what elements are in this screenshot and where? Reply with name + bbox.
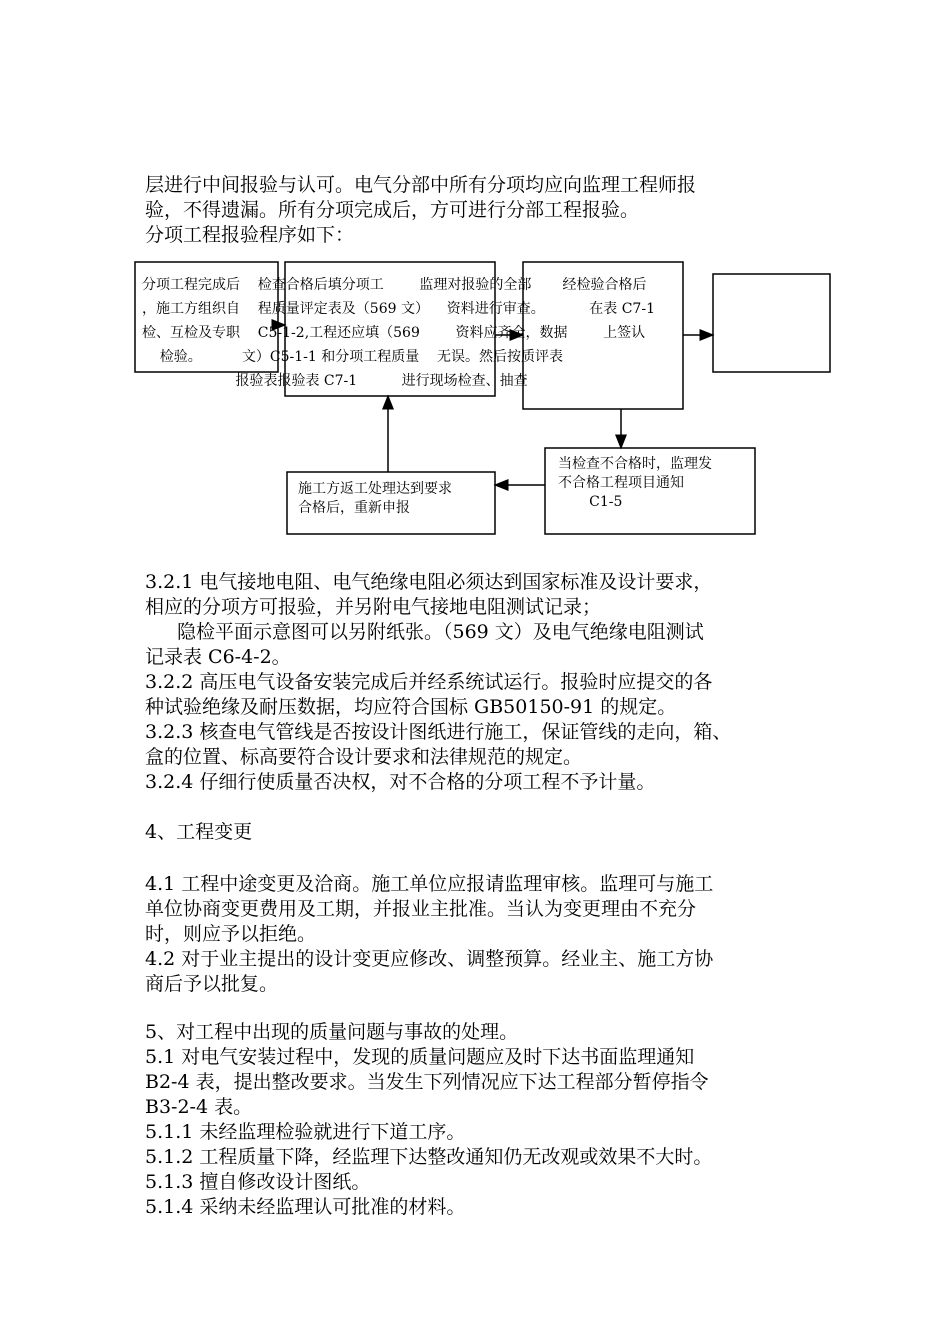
section-3-paragraph [145, 570, 825, 795]
text-line: 隐检平面示意图可以另附纸张。（569 文）及电气绝缘电阻测试 [177, 621, 704, 643]
text-line: 3.2.4 仔细行使质量否决权，对不合格的分项工程不予计量。 [145, 771, 656, 793]
flowchart-text-row: 检、互检及专职 C5-1-2,工程还应填（569 资料应齐全，数据 上签认 [142, 325, 646, 341]
nonconform-box-text [558, 455, 712, 512]
text-line: 记录表 C6-4-2。 [145, 646, 291, 668]
text-line: 分项工程报验程序如下： [145, 224, 355, 246]
text-line: 5.1.3 擅自修改设计图纸。 [145, 1171, 371, 1193]
text-line: 商后予以批复。 [145, 973, 279, 995]
step-box-4 [713, 274, 830, 372]
section-4-heading: 4、工程变更 [145, 821, 253, 843]
flowchart-text [142, 273, 655, 393]
text-line: 5、对工程中出现的质量问题与事故的处理。 [145, 1021, 519, 1043]
text-line: 时，则应予以拒绝。 [145, 923, 317, 945]
text-line: B3-2-4 表。 [145, 1096, 253, 1118]
intro-paragraph [145, 173, 825, 248]
text-line: B2-4 表，提出整改要求。当发生下列情况应下达工程部分暂停指令 [145, 1071, 709, 1093]
rework-text-line: 施工方返工处理达到要求 [298, 481, 452, 497]
text-line: 5.1.4 采纳未经监理认可批准的材料。 [145, 1196, 466, 1218]
text-line: 3.2.3 核查电气管线是否按设计图纸进行施工，保证管线的走向，箱、 [145, 721, 732, 743]
text-line: 验，不得遗漏。所有分项完成后，方可进行分部工程报验。 [145, 199, 640, 221]
text-line: 盒的位置、标高要符合设计要求和法律规范的规定。 [145, 746, 583, 768]
section-5-paragraph [145, 1020, 825, 1220]
text-line: 3.2.2 高压电气设备安装完成后并经系统试运行。报验时应提交的各 [145, 671, 713, 693]
rework-box-text [298, 480, 452, 518]
flowchart-text-row: 检验。 文）C5-1-1 和分项工程质量 无误。然后按质评表 [142, 349, 563, 365]
section-4-paragraph [145, 872, 825, 997]
flowchart-text-row: 报验表报验表 C7-1 进行现场检查、抽查 [142, 373, 528, 389]
flowchart-text-row: 分项工程完成后 检查合格后填分项工 监理对报验的全部 经检验合格后 [142, 277, 647, 293]
text-line: 相应的分项方可报验，并另附电气接地电阻测试记录； [145, 596, 602, 618]
rework-text-line: 合格后，重新申报 [298, 500, 410, 516]
text-line: 5.1 对电气安装过程中，发现的质量问题应及时下达书面监理通知 [145, 1046, 695, 1068]
text-line: 种试验绝缘及耐压数据，均应符合国标 GB50150-91 的规定。 [145, 696, 677, 718]
inspection-flowchart [130, 255, 840, 545]
text-line: 5.1.2 工程质量下降，经监理下达整改通知仍无改观或效果不大时。 [145, 1146, 713, 1168]
text-line: 4.2 对于业主提出的设计变更应修改、调整预算。经业主、施工方协 [145, 948, 714, 970]
text-line: 层进行中间报验与认可。电气分部中所有分项均应向监理工程师报 [145, 174, 697, 196]
text-line: 5.1.1 未经监理检验就进行下道工序。 [145, 1121, 466, 1143]
nonconform-text-line: 当检查不合格时，监理发 [558, 456, 712, 472]
text-line: 3.2.1 电气接地电阻、电气绝缘电阻必须达到国家标准及设计要求， [145, 571, 713, 593]
nonconform-text-line: C1-5 [558, 494, 623, 510]
text-line: 4.1 工程中途变更及洽商。施工单位应报请监理审核。监理可与施工 [145, 873, 714, 895]
text-line: 单位协商变更费用及工期，并报业主批准。当认为变更理由不充分 [145, 898, 697, 920]
flowchart-text-row: ，施工方组织自 程质量评定表及（569 文） 资料进行审查。 在表 C7-1 [142, 301, 655, 317]
nonconform-text-line: 不合格工程项目通知 [558, 475, 684, 491]
